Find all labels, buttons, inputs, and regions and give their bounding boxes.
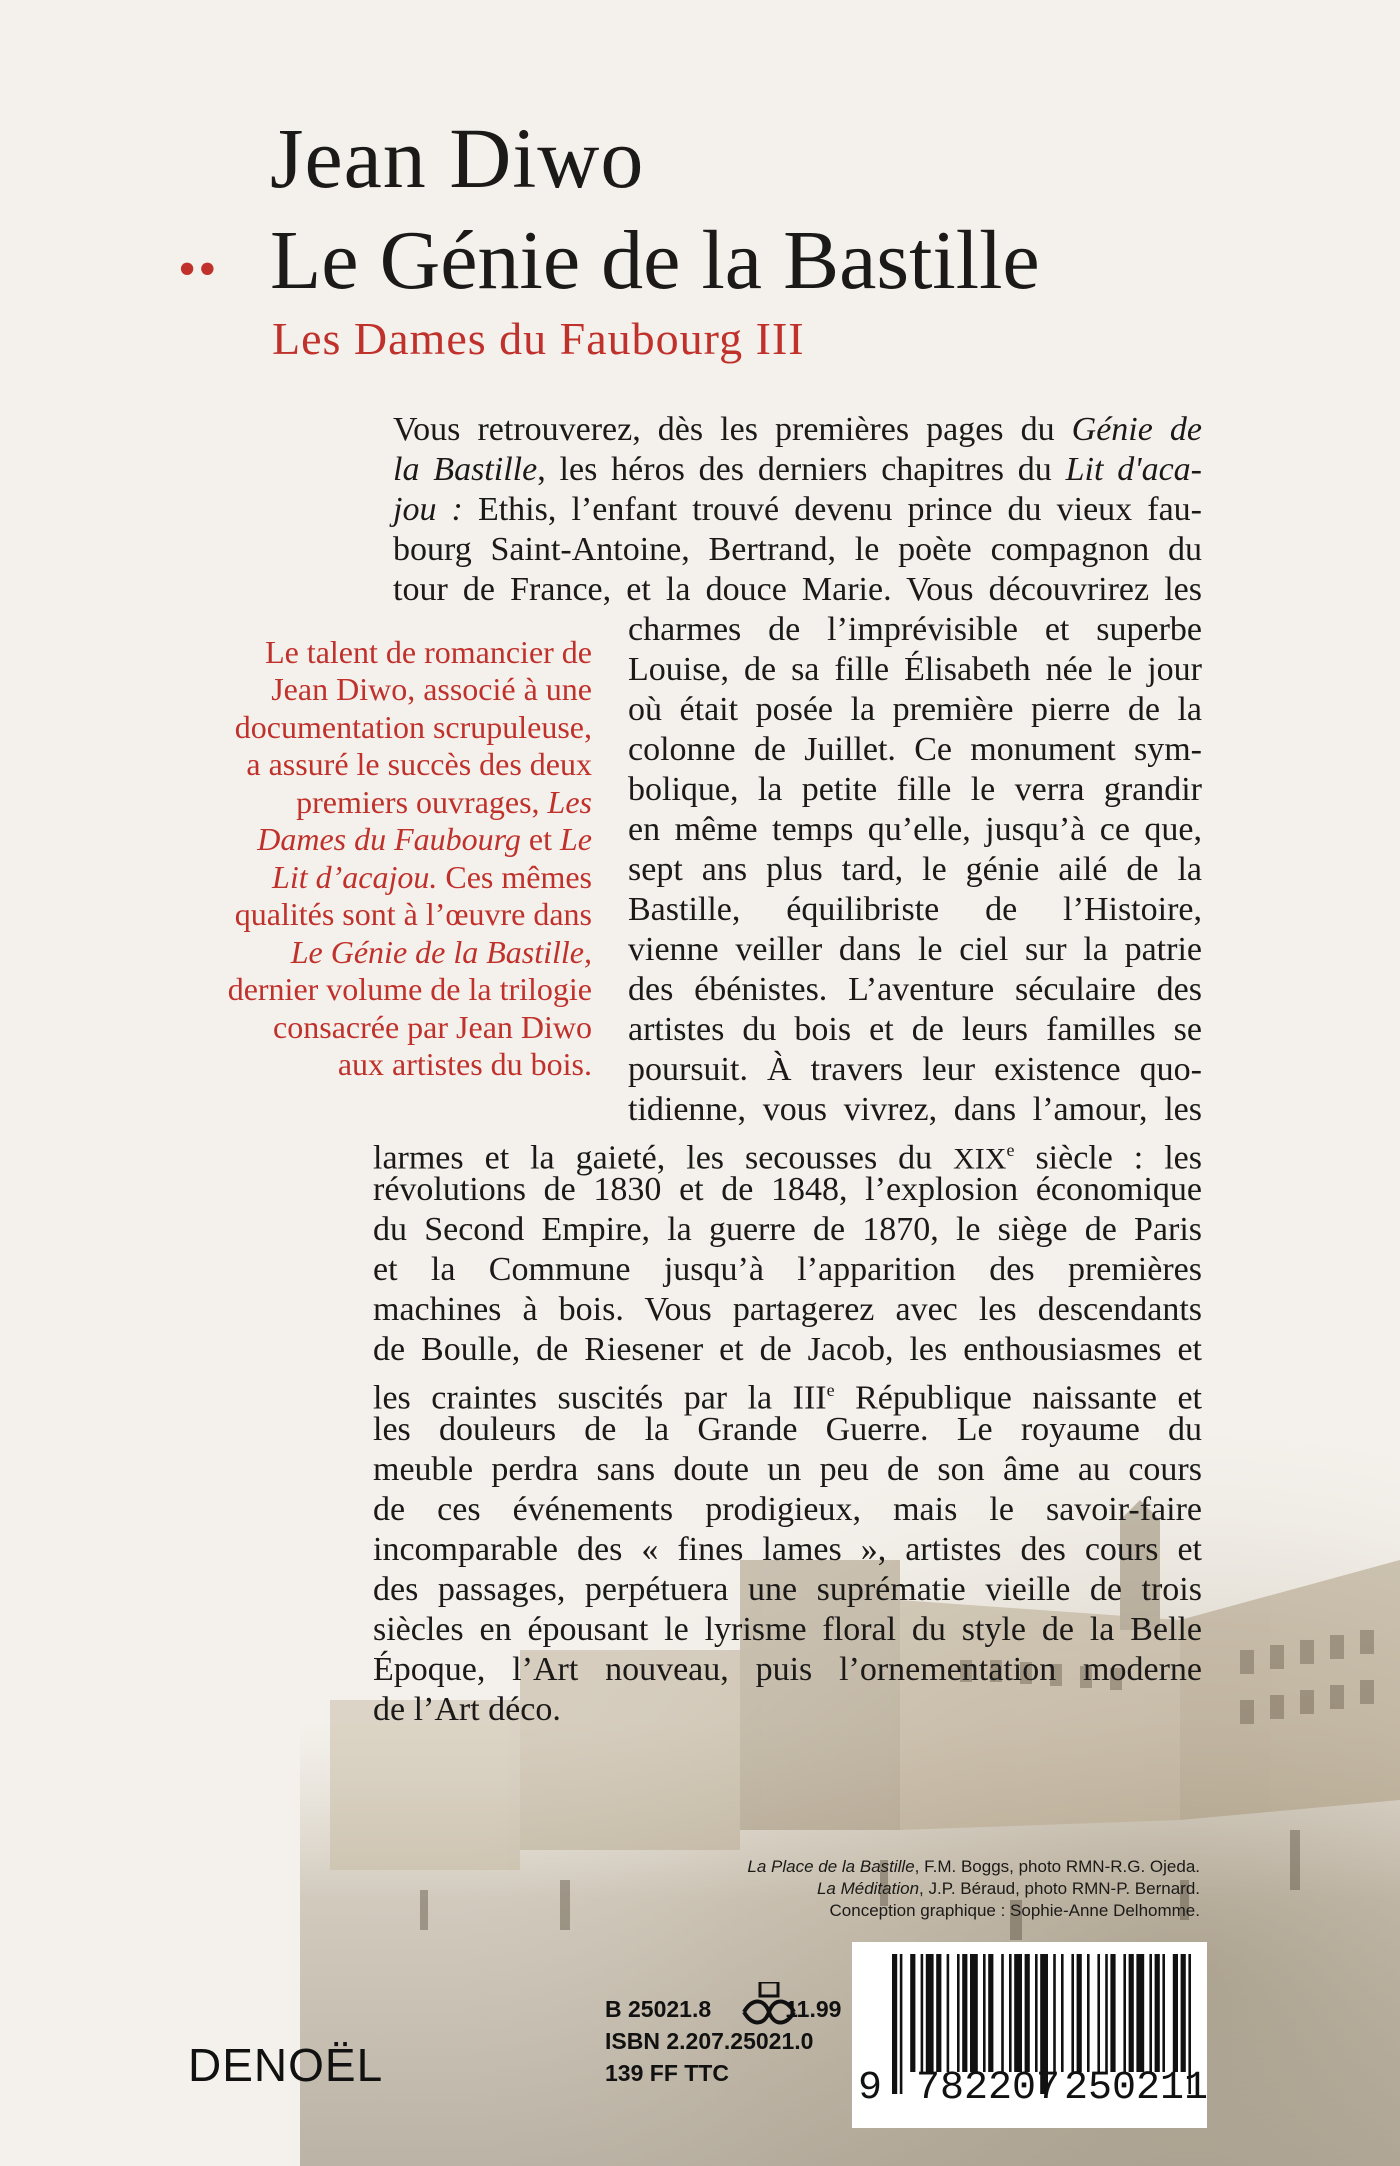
text-line: tidienne, vous vivrez, dans l’amour, les (628, 1091, 1202, 1128)
text-line: bourg Saint-Antoine, Bertrand, le poète compagnon du (393, 531, 1202, 568)
text-line: bolique, la petite fille le verra grandir (628, 771, 1202, 808)
barcode-bar (1136, 1954, 1144, 2072)
blurb-line: aux artistes du bois. (337, 1046, 592, 1082)
text-line: meuble perdra sans doute un peu de son âme au cours (373, 1451, 1202, 1488)
barcode-bar (957, 1954, 960, 2072)
barcode-bar (1123, 1954, 1126, 2072)
text-line: machines à bois. Vous partagerez avec les descendants (373, 1291, 1202, 1328)
blurb-line: dernier volume de la trilogie (227, 971, 592, 1007)
blurb-line: premiers ouvrages, Les (296, 784, 592, 820)
text-line: tour de France, et la douce Marie. Vous découvrirez les (393, 571, 1202, 608)
text-line: artistes du bois et de leurs familles se (628, 1011, 1202, 1048)
text-line: en même temps qu’elle, jusqu’à ce que, (628, 811, 1202, 848)
barcode-bar (1053, 1954, 1056, 2072)
author-name: Jean Diwo (270, 110, 645, 206)
text-line: Louise, de sa fille Élisabeth née le jour (628, 651, 1202, 688)
book-title: Le Génie de la Bastille (270, 214, 1040, 307)
barcode-bar (926, 1954, 934, 2072)
barcode (852, 1942, 1207, 2128)
barcode-bar (892, 1954, 897, 2094)
barcode-bar (1025, 1954, 1030, 2072)
blurb-line: Le talent de romancier de (265, 634, 592, 670)
text-line: du Second Empire, la guerre de 1870, le siège de Paris (373, 1211, 1202, 1248)
barcode-bar (970, 1954, 978, 2072)
barcode-bar (900, 1954, 903, 2094)
text-line: des ébénistes. L’aventure séculaire des (628, 971, 1202, 1008)
blurb-line: Jean Diwo, associé à une (271, 671, 592, 707)
barcode-bar (947, 1954, 950, 2072)
barcode-bar (988, 1954, 993, 2072)
barcode-bar (1077, 1954, 1082, 2072)
text-line: Vous retrouverez, dès les premières pages du Génie de (393, 411, 1202, 448)
text-line: les douleurs de la Grande Guerre. Le royaume du (373, 1411, 1202, 1448)
credit-line: Conception graphique : Sophie-Anne Delhomme. (829, 1901, 1200, 1920)
text-line: et la Commune jusqu’à l’apparition des premières (373, 1251, 1202, 1288)
barcode-digits-right: 250211 (1064, 2066, 1209, 2111)
barcode-bar (1061, 1954, 1064, 2072)
barcode-bar (1097, 1954, 1100, 2072)
text-line: Époque, l’Art nouveau, puis l’ornementation moderne (373, 1651, 1202, 1688)
barcode-bar (1001, 1954, 1004, 2072)
series-subtitle: Les Dames du Faubourg III (272, 313, 805, 364)
text-line: les craintes suscités par la IIIe République naissante et (373, 1379, 1202, 1417)
text-line: révolutions de 1830 et de 1848, l’explosion économique (373, 1171, 1202, 1208)
barcode-bar (1087, 1954, 1090, 2072)
text-line: la Bastille, les héros des derniers chapitres du Lit d'aca- (393, 451, 1202, 488)
text-line: poursuit. À travers leur existence quo- (628, 1051, 1202, 1088)
text-line: jou : Ethis, l’enfant trouvé devenu prince du vieux fau- (393, 491, 1202, 528)
barcode-bar (1149, 1954, 1152, 2072)
barcode-bar (921, 1954, 924, 2072)
barcode-bar (1009, 1954, 1012, 2072)
blurb-line: Lit d’acajou. Ces mêmes (272, 859, 592, 895)
photo-credits (747, 1856, 1200, 1922)
text-line: incomparable des « fines lames », artistes des cours et (373, 1531, 1202, 1568)
blurb-line: Dames du Faubourg et Le (257, 821, 592, 857)
blurb-line: qualités sont à l’œuvre dans (234, 896, 592, 932)
barcode-bar (1071, 1954, 1074, 2072)
barcode-bar (910, 1954, 915, 2072)
barcode-bar (1155, 1954, 1160, 2072)
text-line: siècles en épousant le lyrisme floral du style de la Belle (373, 1611, 1202, 1648)
text-line: charmes de l’imprévisible et superbe (628, 611, 1202, 648)
text-line: de ces événements prodigieux, mais le savoir-faire (373, 1491, 1202, 1528)
text-line: larmes et la gaieté, les secousses du XIXe siècle : les (373, 1139, 1202, 1177)
price-line: 139 FF TTC (605, 2060, 729, 2086)
text-line: Bastille, équilibriste de l’Histoire, (628, 891, 1202, 928)
barcode-bar (1105, 1954, 1108, 2072)
barcode-digit: 9 (858, 2066, 883, 2111)
text-line: de Boulle, de Riesener et de Jacob, les enthousiasmes et (373, 1331, 1202, 1368)
volume-bullets: •• (178, 241, 219, 298)
blurb-line: documentation scrupuleuse, (234, 709, 592, 745)
text-line: des passages, perpétuera une suprématie vieille de trois (373, 1571, 1202, 1608)
barcode-bar (1173, 1954, 1178, 2072)
barcode-bar (1014, 1954, 1022, 2072)
credit-line: La Méditation, J.P. Béraud, photo RMN-P. Bernard. (816, 1879, 1200, 1898)
text-line: de l’Art déco. (373, 1691, 561, 1728)
barcode-bar (1035, 1954, 1038, 2072)
blurb-line: consacrée par Jean Diwo (273, 1009, 592, 1045)
credit-line: La Place de la Bastille, F.M. Boggs, photo RMN-R.G. Ojeda. (747, 1857, 1200, 1876)
barcode-bar (1110, 1954, 1115, 2072)
barcode-bar (962, 1954, 967, 2072)
publisher-logo: DENOËL (188, 2039, 384, 2091)
barcode-digits-left: 782207 (916, 2066, 1061, 2111)
price-code-line: B 25021.8 11.99 (605, 1996, 842, 2022)
book-price-icon (738, 1982, 800, 2030)
barcode-bar (1181, 1954, 1186, 2072)
text-line: colonne de Juillet. Ce monument sym- (628, 731, 1202, 768)
text-line: vienne veiller dans le ciel sur la patrie (628, 931, 1202, 968)
barcode-bar (1162, 1954, 1165, 2072)
barcode-bar (983, 1954, 986, 2072)
barcode-bar (936, 1954, 941, 2072)
blurb-line: a assuré le succès des deux (246, 746, 592, 782)
text-line: sept ans plus tard, le génie ailé de la (628, 851, 1202, 888)
isbn-line: ISBN 2.207.25021.0 (605, 2028, 814, 2054)
text-line: où était posée la première pierre de la (628, 691, 1202, 728)
blurb-line: Le Génie de la Bastille, (290, 934, 592, 970)
catalog-codes (605, 1993, 841, 2089)
barcode-bar (1129, 1954, 1134, 2072)
